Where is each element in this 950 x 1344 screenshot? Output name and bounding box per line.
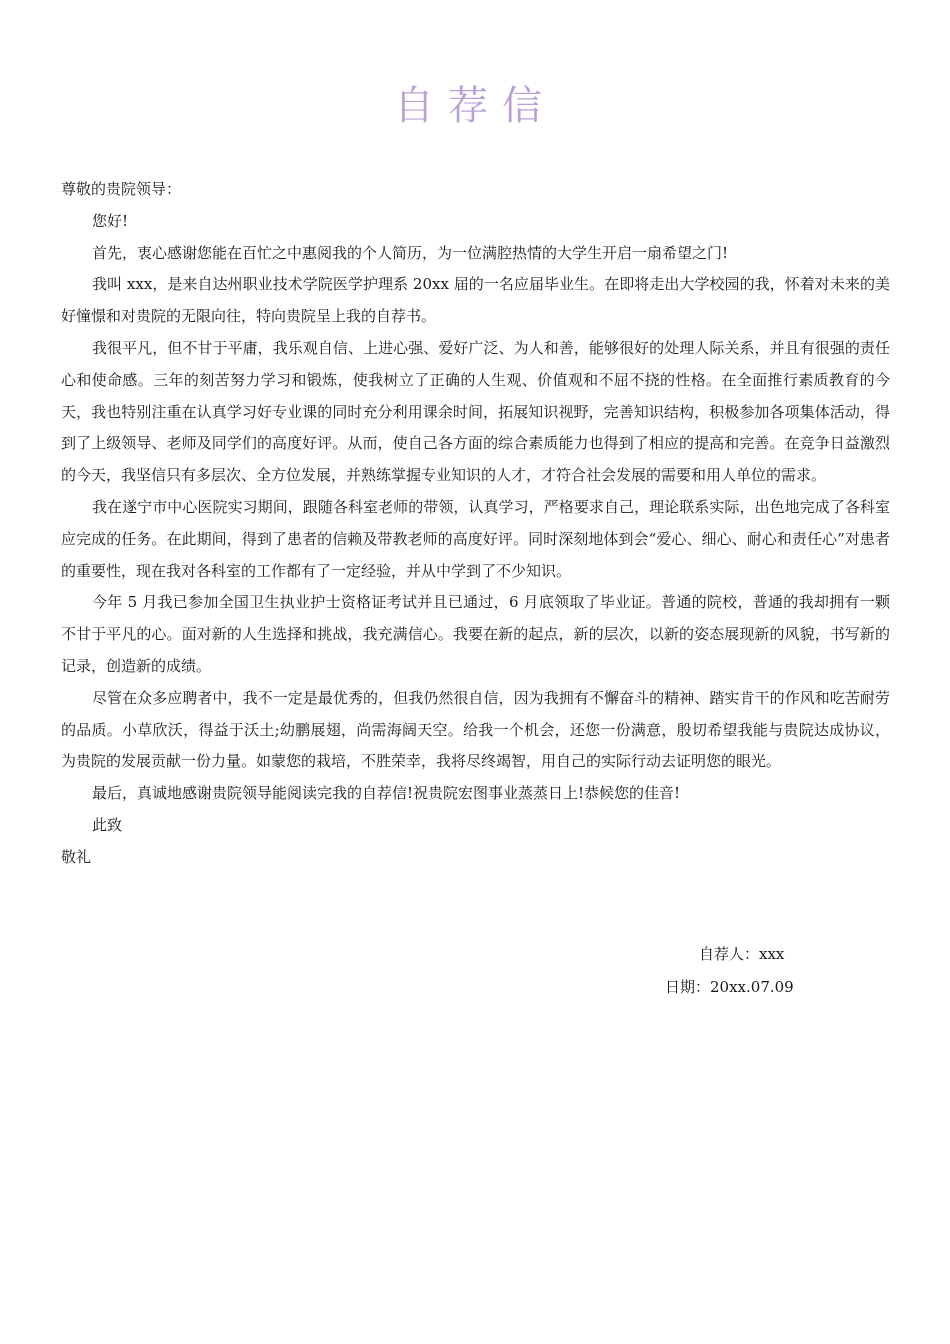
letter-body — [61, 174, 890, 874]
document-title: 自荐信 — [394, 83, 556, 129]
date: 日期：20xx.07.09 — [665, 978, 794, 996]
paragraph-character: 我很平凡，但不甘于平庸，我乐观自信、上进心强、爱好广泛、为人和善，能够很好的处理人际关系，并且有很强的责任心和使命感。三年的刻苦努力学习和锻炼，使我树立了正确的人生观、价值观和不屈不挠的性格。在全面推行素质教育的今天，我也特别注重在认真学习好专业课的同时充分利用课余时间，拓展知识视野，完善知识结构，积极参加各项集体活动，得到了上级领导、老师及同学们的高度好评。从而，使自己各方面的综合素质能力也得到了相应的提高和完善。在竞争日益激烈的今天，我坚信只有多层次、全方位发展，并熟练掌握专业知识的人才，才符合社会发展的需要和用人单位的需求。 — [61, 338, 890, 485]
paragraph-confidence: 尽管在众多应聘者中，我不一定是最优秀的，但我仍然很自信，因为我拥有不懈奋斗的精神、踏实肯干的作风和吃苦耐劳的品质。小草欣沃，得益于沃土;幼鹏展翅，尚需海阔天空。给我一个机会，还您一份满意，殷切希望我能与贵院达成协议，为贵院的发展贡献一份力量。如蒙您的栽培，不胜荣幸，我将尽终竭智，用自己的实际行动去证明您的眼光。 — [61, 688, 890, 771]
closing-line-2: 敬礼 — [61, 847, 92, 866]
paragraph-intro: 我叫 xxx，是来自达州职业技术学院医学护理系 20xx 届的一名应届毕业生。在即将走出大学校园的我，怀着对未来的美好憧憬和对贵院的无限向往，特向贵院呈上我的自荐书。 — [61, 275, 890, 326]
paragraph-thanks: 首先，衷心感谢您能在百忙之中惠阅我的个人简历，为一位满腔热情的大学生开启一扇希望之门! — [92, 243, 729, 262]
closing-line-1: 此致 — [92, 815, 123, 834]
signature: 自荐人：xxx — [699, 945, 785, 963]
paragraph-qualification: 今年 5 月我已参加全国卫生执业护士资格证考试并且已通过，6 月底领取了毕业证。普通的院校，普通的我却拥有一颗不甘于平凡的心。面对新的人生选择和挑战，我充满信心。我要在新的起点，新的层次，以新的姿态展现新的风貌，书写新的记录，创造新的成绩。 — [61, 593, 890, 675]
paragraph-closing: 最后，真诚地感谢贵院领导能阅读完我的自荐信!祝贵院宏图事业蒸蒸日上!恭候您的佳音! — [92, 784, 681, 803]
paragraph-internship: 我在遂宁市中心医院实习期间，跟随各科室老师的带领，认真学习，严格要求自己，理论联系实际，出色地完成了各科室应完成的任务。在此期间，得到了患者的信赖及带教老师的高度好评。同时深刻地体到会“爱心、细心、耐心和责任心”对患者的重要性，现在我对各科室的工作都有了一定经验，并从中学到了不少知识。 — [61, 497, 890, 580]
greeting: 您好! — [92, 211, 129, 230]
salutation: 尊敬的贵院领导： — [61, 180, 182, 198]
